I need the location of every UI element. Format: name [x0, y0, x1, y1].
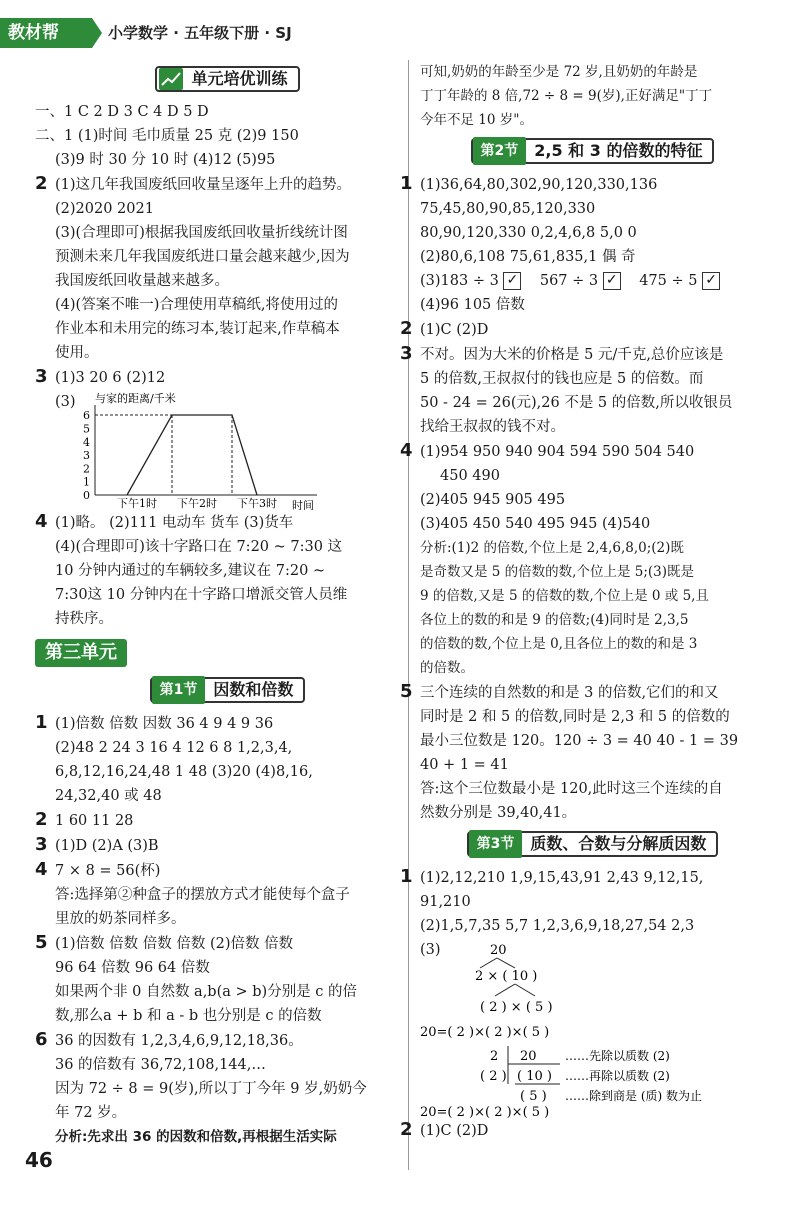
- answer-line: 我国废纸回收量越来越多。: [55, 273, 229, 289]
- analysis-line: 今年不足 10 岁"。: [420, 112, 533, 128]
- answer-line: 一、1 C 2 D 3 C 4 D 5 D: [35, 104, 209, 120]
- answer-line: (1)略。 (2)111 电动车 货车 (3)货车: [55, 515, 294, 531]
- answer-line: 持秩序。: [55, 611, 113, 627]
- answer-line: 7 × 8 = 56(杯): [55, 863, 161, 879]
- answer-line: 91,210: [420, 894, 471, 910]
- chart-trend-icon: [159, 68, 183, 90]
- answer-line: 50 - 24 = 26(元),26 不是 5 的倍数,所以收银员: [420, 395, 733, 411]
- answer-line: (1)3 20 6 (2)12: [55, 370, 166, 386]
- left-column: [35, 60, 400, 1149]
- answer-line: 数,那么a + b 和 a - b 也分别是 c 的倍数: [55, 1008, 322, 1024]
- answer-line: (1)954 950 940 904 594 590 504 540: [420, 444, 695, 460]
- column-divider: [408, 60, 409, 1170]
- tree-mid: 2 × ( 10 ): [475, 969, 538, 984]
- answer-line: 5 的倍数,王叔叔付的钱也应是 5 的倍数。而: [420, 371, 704, 387]
- factor-diagram: [420, 938, 765, 1118]
- section-1-header: [55, 677, 400, 705]
- answer-line: (1)C (2)D: [420, 1123, 489, 1139]
- tree-root: 20: [490, 943, 507, 958]
- question-number: 2: [35, 809, 48, 830]
- right-column: [400, 60, 765, 1143]
- answer-line: 找给王叔叔的钱不对。: [420, 419, 565, 435]
- div-quotient: ( 5 ): [520, 1089, 547, 1104]
- answer-line: (3)405 450 540 495 945 (4)540: [420, 516, 651, 532]
- expr: (3)183 ÷ 3: [420, 273, 499, 289]
- question-number: 3: [35, 834, 48, 855]
- question-number: 4: [35, 859, 48, 880]
- answer-line: 最小三位数是 120。120 ÷ 3 = 40 40 - 1 = 39: [420, 733, 739, 749]
- answer-line: (1)36,64,80,302,90,120,330,136: [420, 177, 658, 193]
- question-number: 2: [400, 318, 413, 339]
- expr: 475 ÷ 5: [639, 273, 698, 289]
- sub-label: (3): [55, 394, 76, 410]
- div-note: ……先除以质数 (2): [565, 1049, 670, 1063]
- book-subtitle: 小学数学 · 五年级下册 · SJ: [108, 24, 292, 42]
- section-title: 质数、合数与分解质因数: [530, 834, 707, 853]
- answer-line: (4)96 105 倍数: [420, 297, 525, 313]
- answer-line: 使用。: [55, 345, 99, 361]
- check-box: ✓: [603, 272, 621, 290]
- analysis-line: 分析:(1)2 的倍数,个位上是 2,4,6,8,0;(2)既: [420, 540, 684, 556]
- answer-line: 6,8,12,16,24,48 1 48 (3)20 (4)8,16,: [55, 764, 313, 780]
- answer-line: 10 分钟内通过的车辆较多,建议在 7:20 ~: [55, 563, 326, 579]
- answer-line: 1 60 11 28: [55, 813, 134, 829]
- section-tag: 第1节: [152, 676, 206, 704]
- question-number: 6: [35, 1029, 48, 1050]
- line-chart: [77, 390, 367, 510]
- analysis-line: 的倍数的数,个位上是 0,且各位上的数的和是 3: [420, 636, 698, 652]
- answer-line: (3)(合理即可)根据我国废纸回收量折线统计图: [55, 225, 348, 241]
- question-number: 1: [400, 866, 413, 887]
- chart-ylabel: 与家的距离/千米: [95, 392, 176, 405]
- question-number: 1: [400, 173, 413, 194]
- answer-line: 36 的因数有 1,2,3,4,6,9,12,18,36。: [55, 1033, 303, 1049]
- answer-line: 答:这个三位数最小是 120,此时这三个连续的自: [420, 781, 723, 797]
- answer-line: (1)C (2)D: [420, 322, 489, 338]
- answer-line: 同时是 2 和 5 的倍数,同时是 2,3 和 5 的倍数的: [420, 709, 730, 725]
- analysis-line: 是奇数又是 5 的倍数的数,个位上是 5;(3)既是: [420, 564, 695, 580]
- distance-time-chart: [55, 390, 400, 510]
- answer-line: 三个连续的自然数的和是 3 的倍数,它们的和又: [420, 685, 719, 701]
- unit-banner: 第三单元: [35, 639, 127, 667]
- question-number: 2: [35, 173, 48, 194]
- y-tick: 0: [83, 489, 90, 502]
- question-number: 3: [400, 343, 413, 364]
- answer-line-checks: [420, 269, 765, 293]
- answer-line: 80,90,120,330 0,2,4,6,8 5,0 0: [420, 225, 637, 241]
- chart-xlabel: 时间: [292, 499, 314, 510]
- y-tick: 4: [83, 435, 90, 449]
- answer-line: (1)倍数 倍数 因数 36 4 9 4 9 36: [55, 716, 274, 732]
- analysis-line: 的倍数。: [420, 660, 474, 676]
- answer-line: (2)405 945 905 495: [420, 492, 566, 508]
- check-box: ✓: [503, 272, 521, 290]
- div-note: ……除到商是 (质) 数为止: [565, 1089, 702, 1103]
- question-number: 4: [35, 511, 48, 532]
- tree-leaf: ( 2 ) × ( 5 ): [480, 1000, 553, 1015]
- answer-line: 二、1 (1)时间 毛巾质量 25 克 (2)9 150: [35, 128, 299, 144]
- answer-line: 75,45,80,90,85,120,330: [420, 201, 596, 217]
- y-tick: 6: [83, 409, 90, 423]
- answer-line: (2)48 2 24 3 16 4 12 6 8 1,2,3,4,: [55, 740, 293, 756]
- answer-line: 年 72 岁。: [55, 1105, 127, 1121]
- div-equation: 20=( 2 )×( 2 )×( 5 ): [420, 1105, 550, 1118]
- x-tick: 下午2时: [177, 497, 217, 510]
- answer-line: (1)这几年我国废纸回收量呈逐年上升的趋势。: [55, 177, 352, 193]
- answer-line: 40 + 1 = 41: [420, 757, 509, 773]
- answer-line: 答:选择第②种盒子的摆放方式才能使每个盒子: [55, 887, 350, 903]
- div-divisor: 2: [490, 1049, 499, 1064]
- answer-line: 7:30这 10 分钟内在十字路口增派交管人员维: [55, 587, 348, 603]
- answer-line: 如果两个非 0 自然数 a,b(a > b)分别是 c 的倍: [55, 984, 358, 1000]
- answer-line: 450 490: [440, 468, 500, 484]
- section-tag: 第2节: [473, 137, 527, 165]
- answer-line: (1)倍数 倍数 倍数 倍数 (2)倍数 倍数: [55, 936, 294, 952]
- question-number: 2: [400, 1119, 413, 1140]
- page-number: 46: [25, 1148, 53, 1172]
- answer-line: (4)(合理即可)该十字路口在 7:20 ~ 7:30 这: [55, 539, 343, 555]
- analysis-line: 丁丁年龄的 8 倍,72 ÷ 8 = 9(岁),正好满足"丁丁: [420, 88, 713, 104]
- answer-line: 作业本和未用完的练习本,装订起来,作草稿本: [55, 321, 340, 337]
- answer-line: (2)2020 2021: [55, 201, 154, 217]
- question-number: 4: [400, 440, 413, 461]
- analysis-line: 可知,奶奶的年龄至少是 72 岁,且奶奶的年龄是: [420, 64, 698, 80]
- brand-logo: 教材帮: [0, 18, 92, 48]
- analysis-line: 分析:先求出 36 的因数和倍数,再根据生活实际: [55, 1129, 337, 1145]
- check-box: ✓: [702, 272, 720, 290]
- div-quotient: ( 10 ): [517, 1069, 552, 1084]
- question-number: 3: [35, 366, 48, 387]
- section-title: 2,5 和 3 的倍数的特征: [534, 141, 703, 160]
- y-tick: 5: [83, 422, 90, 436]
- section-2-header: [420, 138, 765, 166]
- question-number: 5: [400, 681, 413, 702]
- answer-line: (2)1,5,7,35 5,7 1,2,3,6,9,18,27,54 2,3: [420, 918, 695, 934]
- tree-equation: 20=( 2 )×( 2 )×( 5 ): [420, 1025, 550, 1040]
- y-tick: 3: [83, 449, 90, 463]
- answer-line: (3)9 时 30 分 10 时 (4)12 (5)95: [55, 152, 276, 168]
- y-tick: 2: [83, 462, 90, 476]
- answer-line: 36 的倍数有 36,72,108,144,…: [55, 1057, 266, 1073]
- div-divisor: ( 2 ): [480, 1069, 507, 1084]
- answer-line: (1)2,12,210 1,9,15,43,91 2,43 9,12,15,: [420, 870, 704, 886]
- section-3-header: [420, 831, 765, 859]
- answer-line: 96 64 倍数 96 64 倍数: [55, 960, 210, 976]
- distance-line: [127, 415, 257, 495]
- answer-line: 24,32,40 或 48: [55, 788, 162, 804]
- answer-line: 不对。因为大米的价格是 5 元/千克,总价应该是: [420, 347, 724, 363]
- question-number: 5: [35, 932, 48, 953]
- sub-label: (3): [420, 942, 441, 958]
- answer-line: 预测未来几年我国废纸进口量会越来越少,因为: [55, 249, 350, 265]
- div-note: ……再除以质数 (2): [565, 1069, 670, 1083]
- x-tick: 下午1时: [117, 497, 157, 510]
- y-tick: 1: [83, 475, 90, 489]
- answer-line: 里放的奶茶同样多。: [55, 911, 186, 927]
- x-tick: 下午3时: [237, 497, 277, 510]
- answer-line: 因为 72 ÷ 8 = 9(岁),所以丁丁今年 9 岁,奶奶今: [55, 1081, 367, 1097]
- answer-line: 然数分别是 39,40,41。: [420, 805, 577, 821]
- div-dividend: 20: [520, 1049, 537, 1064]
- expr: 567 ÷ 3: [539, 273, 599, 289]
- answer-line: (4)(答案不唯一)合理使用草稿纸,将使用过的: [55, 297, 338, 313]
- section-unit-training: [55, 66, 400, 94]
- answer-line: (1)D (2)A (3)B: [55, 838, 159, 854]
- factor-tree: [420, 938, 750, 1118]
- section-title: 因数和倍数: [213, 680, 294, 699]
- page-header: [0, 18, 330, 48]
- analysis-line: 各位上的数的和是 9 的倍数;(4)同时是 2,3,5: [420, 612, 689, 628]
- section-tag: 第3节: [469, 830, 523, 858]
- analysis-line: 9 的倍数,又是 5 的倍数的数,个位上是 0 或 5,且: [420, 588, 709, 604]
- section-title: 单元培优训练: [191, 69, 288, 88]
- answer-line: (2)80,6,108 75,61,835,1 偶 奇: [420, 249, 636, 265]
- question-number: 1: [35, 712, 48, 733]
